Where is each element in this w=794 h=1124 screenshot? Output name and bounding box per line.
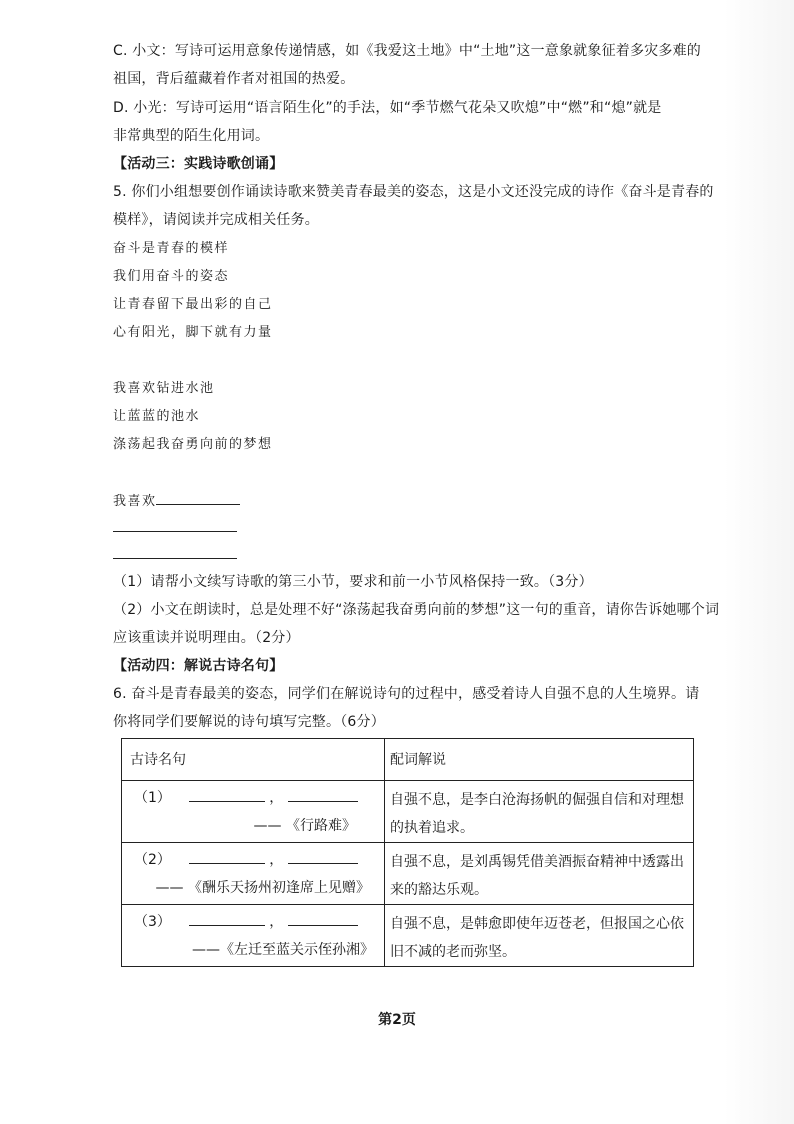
option-c-line-1: C. 小文：写诗可运用意象传递情感，如《我爱这土地》中“土地”这一意象就象征着多灾多难的 xyxy=(113,43,701,59)
poem-cell xyxy=(122,843,385,905)
poem-stanza-3-start: 我喜欢 xyxy=(113,494,157,509)
row-number: （1） xyxy=(134,790,171,806)
comma: ， xyxy=(269,852,284,868)
table-row xyxy=(122,905,694,967)
explanation-line: 的执着追求。 xyxy=(390,820,474,836)
poem-fill-line xyxy=(134,849,358,869)
table-header-cell: 古诗名句 xyxy=(122,739,385,781)
answer-blank[interactable] xyxy=(288,851,358,864)
question-5-line-2: 模样》，请阅读并完成相关任务。 xyxy=(113,212,319,228)
page-number: 第2页 xyxy=(378,1012,416,1028)
question-6-line-2: 你将同学们要解说的诗句填写完整。（6分） xyxy=(113,714,385,730)
task-2-line-2: 应该重读并说明理由。（2分） xyxy=(113,630,300,646)
poem-line: 让青春留下最出彩的自己 xyxy=(113,297,273,312)
poem-table xyxy=(121,738,694,967)
comma: ， xyxy=(269,790,284,806)
poem-source: —— 《行路难》 xyxy=(253,818,356,834)
answer-blank[interactable] xyxy=(189,851,265,864)
poem-line: 我们用奋斗的姿态 xyxy=(113,269,230,284)
table-row xyxy=(122,843,694,905)
poem-cell xyxy=(122,905,385,967)
option-c-line-2: 祖国，背后蕴藏着作者对祖国的热爱。 xyxy=(113,71,355,87)
table-header-row xyxy=(122,739,694,781)
poem-source: —— 《酬乐天扬州初逢席上见赠》 xyxy=(155,880,370,896)
answer-blank[interactable] xyxy=(288,789,358,802)
answer-blank[interactable] xyxy=(156,504,240,505)
table-header-cell: 配词解说 xyxy=(385,739,694,781)
question-5-line-1: 5. 你们小组想要创作诵读诗歌来赞美青春最美的姿态，这是小文还没完成的诗作《奋斗是青春的 xyxy=(113,184,714,200)
option-d-line-1: D. 小光：写诗可运用“语言陌生化”的手法，如“季节燃气花朵又吹熄”中“燃”和“熄”就是 xyxy=(113,100,662,116)
explanation-line: 旧不减的老而弥坚。 xyxy=(390,944,516,960)
explanation-cell xyxy=(385,781,694,843)
explanation-line: 来的豁达乐观。 xyxy=(390,882,488,898)
answer-blank[interactable] xyxy=(189,913,265,926)
explanation-cell xyxy=(385,905,694,967)
poem-cell xyxy=(122,781,385,843)
comma: ， xyxy=(269,914,284,930)
scan-shadow xyxy=(724,0,794,1124)
table-row xyxy=(122,781,694,843)
poem-fill-line xyxy=(134,787,358,807)
answer-blank[interactable] xyxy=(189,789,265,802)
poem-line: 奋斗是青春的模样 xyxy=(113,241,230,256)
activity-3-title: 【活动三：实践诗歌创诵】 xyxy=(113,156,284,172)
poem-line: 心有阳光，脚下就有力量 xyxy=(113,325,273,340)
answer-blank[interactable] xyxy=(288,913,358,926)
option-d-line-2: 非常典型的陌生化用词。 xyxy=(113,128,270,144)
question-6-line-1: 6. 奋斗是青春最美的姿态，同学们在解说诗句的过程中，感受着诗人自强不息的人生境界。请 xyxy=(113,686,700,702)
poem-line: 我喜欢钻进水池 xyxy=(113,381,215,396)
poem-line: 涤荡起我奋勇向前的梦想 xyxy=(113,437,273,452)
task-1: （1）请帮小文续写诗歌的第三小节，要求和前一小节风格保持一致。（3分） xyxy=(113,574,593,590)
explanation-line: 自强不息，是刘禹锡凭借美酒振奋精神中透露出 xyxy=(390,854,684,870)
poem-line: 让蓝蓝的池水 xyxy=(113,409,201,424)
answer-blank[interactable] xyxy=(113,531,237,532)
row-number: （2） xyxy=(134,852,171,868)
task-2-line-1: （2）小文在朗读时，总是处理不好“涤荡起我奋勇向前的梦想”这一句的重音，请你告诉她哪个词 xyxy=(113,602,720,618)
explanation-cell xyxy=(385,843,694,905)
explanation-line: 自强不息，是韩愈即使年迈苍老，但报国之心依 xyxy=(390,916,684,932)
answer-blank[interactable] xyxy=(113,558,237,559)
explanation-line: 自强不息，是李白沧海扬帆的倔强自信和对理想 xyxy=(390,792,684,808)
activity-4-title: 【活动四：解说古诗名句】 xyxy=(113,658,284,674)
row-number: （3） xyxy=(134,914,171,930)
poem-source: ——《左迁至蓝关示侄孙湘》 xyxy=(192,942,374,958)
poem-fill-line xyxy=(134,911,358,931)
